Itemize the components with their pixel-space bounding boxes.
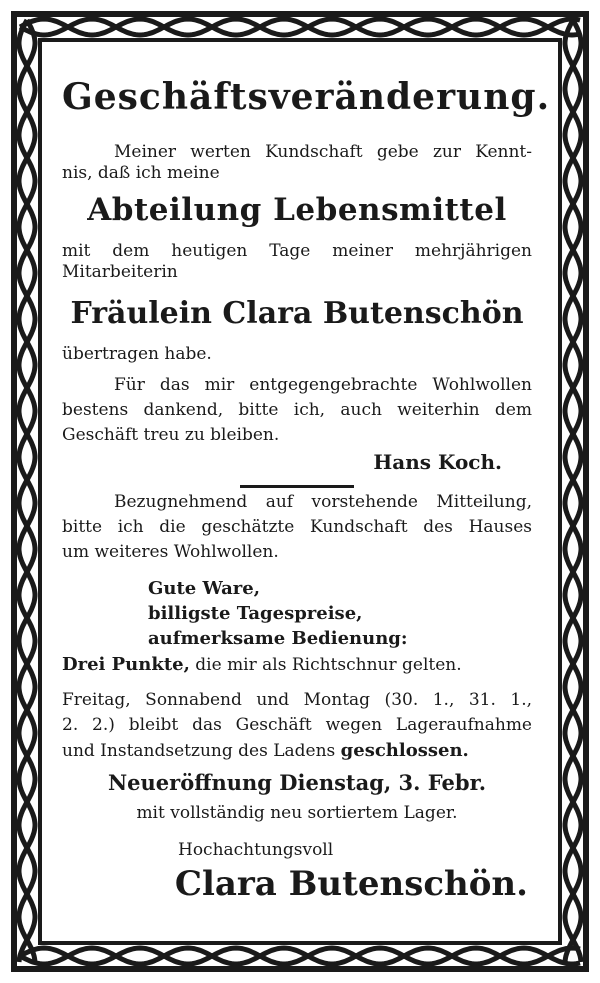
intro-line-2: nis, daß ich meine	[62, 163, 220, 183]
point-good-goods: Gute Ware,	[148, 578, 261, 599]
advertisement-text	[62, 58, 551, 924]
signature-hans-koch: Hans Koch.	[373, 450, 502, 474]
thanks-line-1: Für das mir entgegengebrachte Wohlwollen	[114, 375, 532, 395]
closing-line-3-text: und Instandsetzung des Ladens	[62, 741, 336, 761]
three-points-line	[62, 654, 532, 675]
signature-clara-butenschoen: Clara Butenschön.	[174, 864, 528, 904]
closing-line-2: 2. 2.) bleibt das Geschäft wegen Lageraufnahme	[62, 715, 532, 735]
closing-line-1: Freitag, Sonnabend und Montag (30. 1., 31. 1.,	[62, 690, 532, 710]
three-points-label: Drei Punkte,	[62, 654, 190, 675]
recipient-name: Fräulein Clara Butenschön	[70, 296, 524, 331]
transfer-line-2: Mitarbeiterin	[62, 262, 178, 282]
salutation: Hochachtungsvoll	[178, 840, 334, 860]
thanks-line-2: bestens dankend, bitte ich, auch weiterhin dem	[62, 400, 532, 420]
point-low-prices: billigste Tagespreise,	[148, 603, 363, 624]
reference-line-1: Bezugnehmend auf vorstehende Mitteilung,	[114, 492, 532, 512]
department-name: Abteilung Lebensmittel	[87, 192, 507, 228]
closed-notice: geschlossen.	[340, 740, 469, 761]
reopening-announcement: Neueröffnung Dienstag, 3. Febr.	[107, 770, 487, 795]
separator-rule	[240, 485, 354, 488]
reference-line-2: bitte ich die geschätzte Kundschaft des Hauses	[62, 517, 532, 537]
headline: Geschäftsveränderung.	[62, 76, 551, 118]
closing-line-3	[62, 740, 532, 761]
intro-line-1: Meiner werten Kundschaft gebe zur Kennt-	[114, 142, 532, 162]
three-points-rest: die mir als Richtschnur gelten.	[195, 655, 462, 675]
thanks-line-3: Geschäft treu zu bleiben.	[62, 425, 280, 445]
handed-over-line: übertragen habe.	[62, 344, 212, 364]
stock-note: mit vollständig neu sortiertem Lager.	[136, 803, 458, 823]
point-attentive-service: aufmerksame Bedienung:	[148, 628, 408, 649]
transfer-line-1: mit dem heutigen Tage meiner mehrjährigen	[62, 241, 532, 261]
reference-line-3: um weiteres Wohlwollen.	[62, 542, 279, 562]
